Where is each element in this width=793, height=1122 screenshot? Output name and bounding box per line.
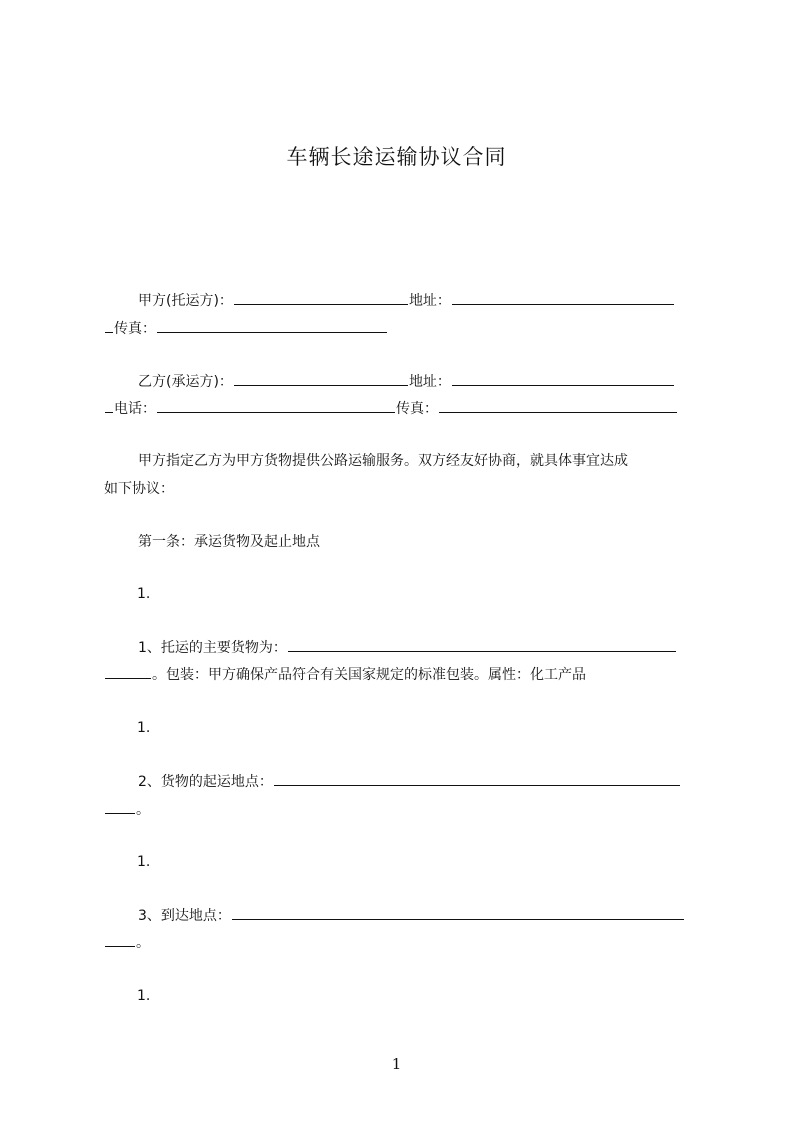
item-2-continuation	[104, 799, 150, 819]
item-2-line	[138, 771, 681, 791]
item-2-origin-blank[interactable]	[274, 771, 680, 786]
page-number: 1	[391, 1055, 402, 1073]
item-1-goods-blank[interactable]	[288, 637, 676, 652]
party-b-contact-line	[104, 398, 678, 418]
party-a-label: 甲方(托运方)：	[138, 293, 233, 309]
list-marker: 1.	[137, 720, 151, 736]
item-1-goods-blank-cont[interactable]	[105, 664, 151, 679]
item-3-destination-blank-cont[interactable]	[105, 932, 135, 947]
party-a-fax-blank[interactable]	[157, 318, 387, 333]
party-a-fax-label: 传真：	[114, 321, 156, 337]
list-marker: 1.	[137, 854, 151, 870]
intro-paragraph-line-1: 甲方指定乙方为甲方货物提供公路运输服务。双方经友好协商，就具体事宜达成	[138, 453, 628, 469]
article-1-heading: 第一条：承运货物及起止地点	[138, 534, 320, 550]
party-b-name-blank[interactable]	[234, 371, 408, 386]
item-1-line	[138, 637, 677, 657]
item-1-continuation	[104, 664, 586, 684]
list-marker: 1.	[137, 586, 151, 602]
party-a-fax-line	[104, 318, 388, 338]
party-b-fax-label: 传真：	[396, 401, 438, 417]
item-2-origin-blank-cont[interactable]	[105, 799, 135, 814]
item-2-label: 2、货物的起运地点：	[138, 774, 273, 790]
party-a-address-blank[interactable]	[452, 290, 674, 305]
item-3-label: 3、到达地点：	[138, 908, 231, 924]
party-b-address-blank[interactable]	[452, 371, 674, 386]
party-b-label: 乙方(承运方)：	[138, 374, 233, 390]
party-a-line	[138, 290, 675, 310]
item-3-continuation	[104, 932, 150, 952]
item-2-continuation-text: 。	[136, 802, 150, 818]
item-3-line	[138, 905, 685, 925]
party-a-address-label: 地址：	[408, 293, 451, 309]
item-1-label: 1、托运的主要货物为：	[138, 640, 287, 656]
party-a-fax-lead-blank	[105, 318, 113, 333]
party-b-phone-blank[interactable]	[157, 398, 395, 413]
party-a-name-blank[interactable]	[234, 290, 408, 305]
party-b-address-label: 地址：	[408, 374, 451, 390]
item-3-continuation-text: 。	[136, 935, 150, 951]
document-title: 车辆长途运输协议合同	[286, 145, 507, 169]
intro-paragraph-line-2: 如下协议：	[104, 481, 174, 497]
party-b-fax-blank[interactable]	[439, 398, 677, 413]
item-1-continuation-text: 。包装：甲方确保产品符合有关国家规定的标准包装。属性：化工产品	[152, 667, 586, 683]
item-3-destination-blank[interactable]	[232, 905, 684, 920]
party-b-phone-lead-blank	[105, 398, 113, 413]
party-b-phone-label: 电话：	[114, 401, 156, 417]
party-b-line	[138, 371, 675, 391]
list-marker: 1.	[137, 988, 151, 1004]
